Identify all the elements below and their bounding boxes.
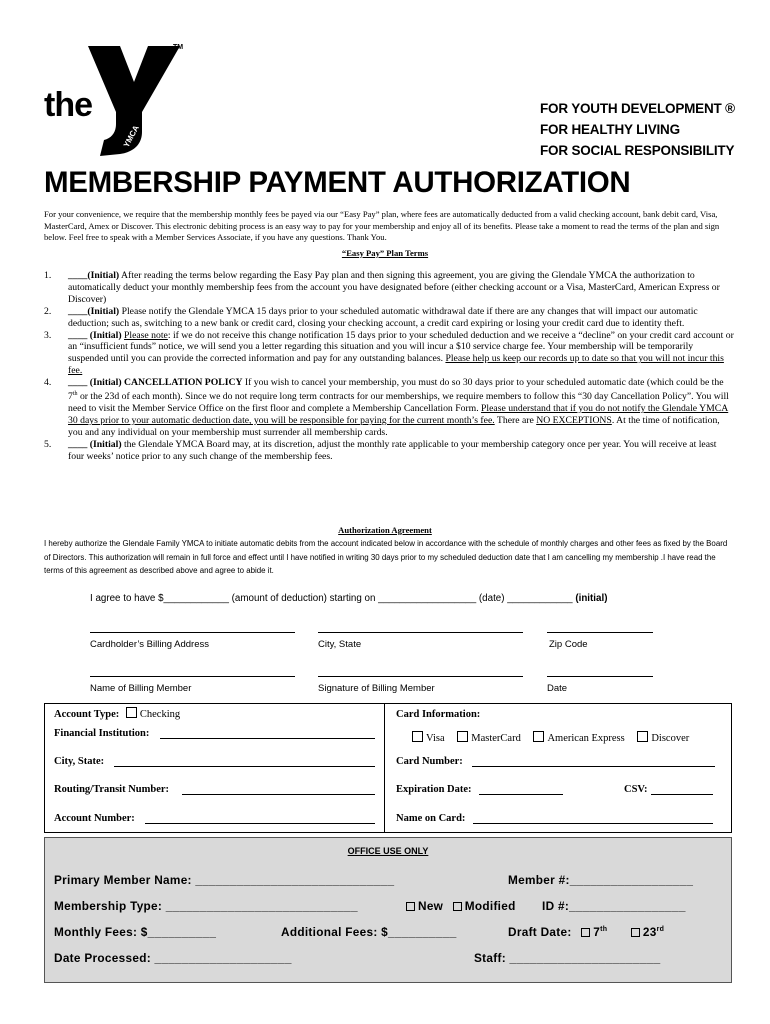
term-number: 5. xyxy=(44,438,52,450)
term-number: 1. xyxy=(44,270,52,281)
additional-fees-field[interactable]: Additional Fees: $__________ xyxy=(281,925,457,939)
signature-line[interactable] xyxy=(318,676,523,677)
draft-23-sup: rd xyxy=(656,926,665,934)
new-label: New xyxy=(418,899,444,913)
financial-institution-row xyxy=(54,728,149,739)
checking-label: Checking xyxy=(139,709,181,720)
term-text: : if we do not receive this change notification 15 days prior to your scheduled deduction and we receive a “decline” on your credit card account or an “insufficient funds” notice, we will send you a letter regarding this situation and you will incur a $10 service charge fee. Your membership will be temporarily suspended until you can provide the corrected information and pay for any outstanding balances. xyxy=(68,329,734,365)
term-number: 2. xyxy=(44,305,52,317)
account-type-label: Account Type: xyxy=(54,709,120,720)
terms-list xyxy=(44,270,734,463)
term-number: 3. xyxy=(44,329,52,341)
term-text: Please notify the Glendale YMCA 15 days prior to your scheduled automatic withdrawal date if there are any changes that will impact our automatic deduction; such as, switching to a new bank or credit card, closing your checking account, a credit card expiring or losing your credit card due to identity theft. xyxy=(68,305,698,329)
card-information-label: Card Information: xyxy=(396,709,481,720)
zip-label: Zip Code xyxy=(549,639,588,650)
tagline xyxy=(540,98,735,161)
term-text: If you wish to cancel your membership, you must do so 30 days prior to your scheduled automatic date (which could be the 7 xyxy=(68,377,724,403)
authorization-text: I hereby authorize the Glendale Family YMCA to initiate automatic debits from the account indicated below in accordance with the schedule of monthly charges and other fees as fixed by the Board of Directors. This authorization will remain in full force and effect until I have notified in writing 30 days prior to my scheduled deduction date that I am cancelling my membership .I have read the terms of this agreement as described above and agree to abide it. xyxy=(44,539,728,575)
initial-field[interactable]: ____(Initial) xyxy=(68,270,120,281)
no-exceptions: NO EXCEPTIONS xyxy=(536,415,612,427)
trademark-mark: TM xyxy=(173,44,184,51)
routing-row xyxy=(54,784,169,795)
checking-checkbox[interactable] xyxy=(126,707,137,718)
member-number-field[interactable]: Member #:__________________ xyxy=(508,873,694,887)
logo-the-text: the xyxy=(44,86,92,124)
new-checkbox[interactable] xyxy=(406,902,415,911)
term-underlined: Please help us keep our records up to date so that you will not incur this fee. xyxy=(68,353,724,377)
tagline-line-3: FOR SOCIAL RESPONSIBILITY xyxy=(540,143,735,158)
expiration-label: Expiration Date: xyxy=(396,784,472,795)
id-field[interactable]: ID #:_________________ xyxy=(542,899,686,913)
account-type-row xyxy=(54,707,180,720)
modified-label: Modified xyxy=(464,899,516,913)
term-1 xyxy=(44,270,734,306)
page-title: MEMBERSHIP PAYMENT AUTHORIZATION xyxy=(44,166,631,199)
tagline-line-1: FOR YOUTH DEVELOPMENT ® xyxy=(540,101,735,116)
membership-type-field[interactable]: Membership Type: ____________________________ xyxy=(54,899,358,913)
account-number-label: Account Number: xyxy=(54,813,135,824)
intro-paragraph: For your convenience, we require that the membership monthly fees be payed via our “Easy Pay” plan, where fees are automatically deducted from a valid checking account, bank debit card, Visa, MasterCard, Amex or Discover. This electronic debiting process is an easy way to pay for your membership and enjoy all of its benefits. Please take a moment to read the terms of the plan and sign below. Feel free to speak with a Member Services Associate, if you have any questions. Thank You. xyxy=(44,209,720,243)
monthly-fees-field[interactable]: Monthly Fees: $__________ xyxy=(54,925,217,939)
city-state-row xyxy=(54,756,104,767)
billing-member-line[interactable] xyxy=(90,676,295,677)
account-number-row xyxy=(54,813,135,824)
draft-23-label: 23 xyxy=(642,925,657,939)
term-underlined: Please understand that if you do not notify the Glendale YMCA 30 days prior to your automatic deduction date, you will be responsible for paying for the current month’s fee. xyxy=(68,403,729,427)
city-state-input[interactable] xyxy=(114,766,375,767)
please-note: Please note xyxy=(123,329,168,341)
term-number: 4. xyxy=(44,377,52,389)
box-divider xyxy=(384,703,385,833)
superscript: th xyxy=(72,391,78,398)
authorization-title: Authorization Agreement xyxy=(338,525,432,535)
signature-label: Signature of Billing Member xyxy=(318,683,435,694)
cardholder-address-label: Cardholder’s Billing Address xyxy=(90,639,209,650)
agree-line[interactable] xyxy=(90,593,607,604)
amex-label: American Express xyxy=(547,733,625,744)
card-number-label: Card Number: xyxy=(396,756,463,767)
payment-details-box xyxy=(44,703,732,833)
agree-initial[interactable]: (initial) xyxy=(575,593,608,604)
modified-checkbox[interactable] xyxy=(453,902,462,911)
name-on-card-row xyxy=(396,813,465,824)
account-number-input[interactable] xyxy=(145,823,375,824)
initial-field[interactable]: ____(Initial) xyxy=(68,305,120,317)
csv-label: CSV: xyxy=(624,784,648,795)
term-text: . At the time of notification, you and any individual on your membership must surrender all membership cards. xyxy=(68,415,720,439)
term-4 xyxy=(44,377,734,439)
visa-label: Visa xyxy=(426,733,445,744)
draft-7th-checkbox[interactable] xyxy=(581,928,590,937)
agree-text[interactable]: I agree to have $____________ (amount of deduction) starting on __________________ (date) ____________ xyxy=(90,593,576,604)
term-2 xyxy=(44,306,734,330)
mastercard-label: MasterCard xyxy=(471,733,521,744)
card-number-input[interactable] xyxy=(472,766,715,767)
visa-checkbox[interactable] xyxy=(412,731,423,742)
ymca-vertical-text: YMCA xyxy=(121,123,141,149)
term-text: the Glendale YMCA Board may, at its discretion, adjust the monthly rate applicable to your membership category once per year. You will receive at least four weeks’ notice prior to any such change of the membership fees. xyxy=(68,438,717,462)
date-processed-field[interactable]: Date Processed: ____________________ xyxy=(54,951,292,965)
name-on-card-input[interactable] xyxy=(473,823,713,824)
initial-field[interactable]: ____ (Initial) CANCELLATION POLICY xyxy=(68,377,243,389)
zip-line[interactable] xyxy=(547,632,653,633)
name-on-card-label: Name on Card: xyxy=(396,813,466,824)
card-number-row xyxy=(396,756,463,767)
discover-checkbox[interactable] xyxy=(637,731,648,742)
draft-7-label: 7 xyxy=(593,925,601,939)
routing-label: Routing/Transit Number: xyxy=(54,784,170,795)
address-line[interactable] xyxy=(90,632,295,633)
draft-date-row xyxy=(508,925,664,939)
billing-member-label: Name of Billing Member xyxy=(90,683,192,694)
card-type-row xyxy=(412,731,689,744)
financial-institution-input[interactable] xyxy=(160,738,375,739)
city-state-label: City, State xyxy=(318,639,362,650)
mastercard-checkbox[interactable] xyxy=(457,731,468,742)
expiration-input[interactable] xyxy=(479,794,563,795)
term-5 xyxy=(44,439,734,463)
expiration-row xyxy=(396,784,472,795)
discover-label: Discover xyxy=(651,733,690,744)
new-modified-row xyxy=(406,899,516,913)
staff-field[interactable]: Staff: ______________________ xyxy=(474,951,661,965)
date-line[interactable] xyxy=(547,676,653,677)
city-state-field-label: City, State: xyxy=(54,756,105,767)
term-text: There are xyxy=(494,415,537,427)
draft-7-sup: th xyxy=(600,926,608,934)
financial-institution-label: Financial Institution: xyxy=(54,728,150,739)
initial-field[interactable]: ____ (Initial) xyxy=(68,438,122,450)
date-label: Date xyxy=(547,683,568,694)
csv-row xyxy=(624,784,648,795)
initial-field[interactable]: ____ (Initial) xyxy=(68,329,122,341)
term-text: After reading the terms below regarding the Easy Pay plan and then signing this agreement, you are giving the Glendale YMCA the authorization to automatically deduct your monthly membership fees from the account you have designated before (either checking account or a Visa, MasterCard, American Express or Discover) xyxy=(68,270,720,305)
primary-member-field[interactable]: Primary Member Name: _____________________________ xyxy=(54,873,395,887)
plan-terms-title: “Easy Pay” Plan Terms xyxy=(341,248,429,258)
tagline-line-2: FOR HEALTHY LIVING xyxy=(540,122,680,137)
csv-input[interactable] xyxy=(651,794,713,795)
routing-input[interactable] xyxy=(182,794,375,795)
term-text: or the 23d of each month). Since we do not require long term contracts for our memberships, we require members to follow this “30 day Cancellation Policy”. You will need to visit the Member Service Office on the first floor and complete a Membership Cancellation Form. xyxy=(68,391,729,415)
city-state-line[interactable] xyxy=(318,632,523,633)
office-use-title: OFFICE USE ONLY xyxy=(347,846,429,856)
term-3 xyxy=(44,330,734,378)
draft-23rd-checkbox[interactable] xyxy=(631,928,640,937)
amex-checkbox[interactable] xyxy=(533,731,544,742)
card-information-label-row xyxy=(396,709,480,720)
draft-date-label: Draft Date: xyxy=(508,925,572,939)
